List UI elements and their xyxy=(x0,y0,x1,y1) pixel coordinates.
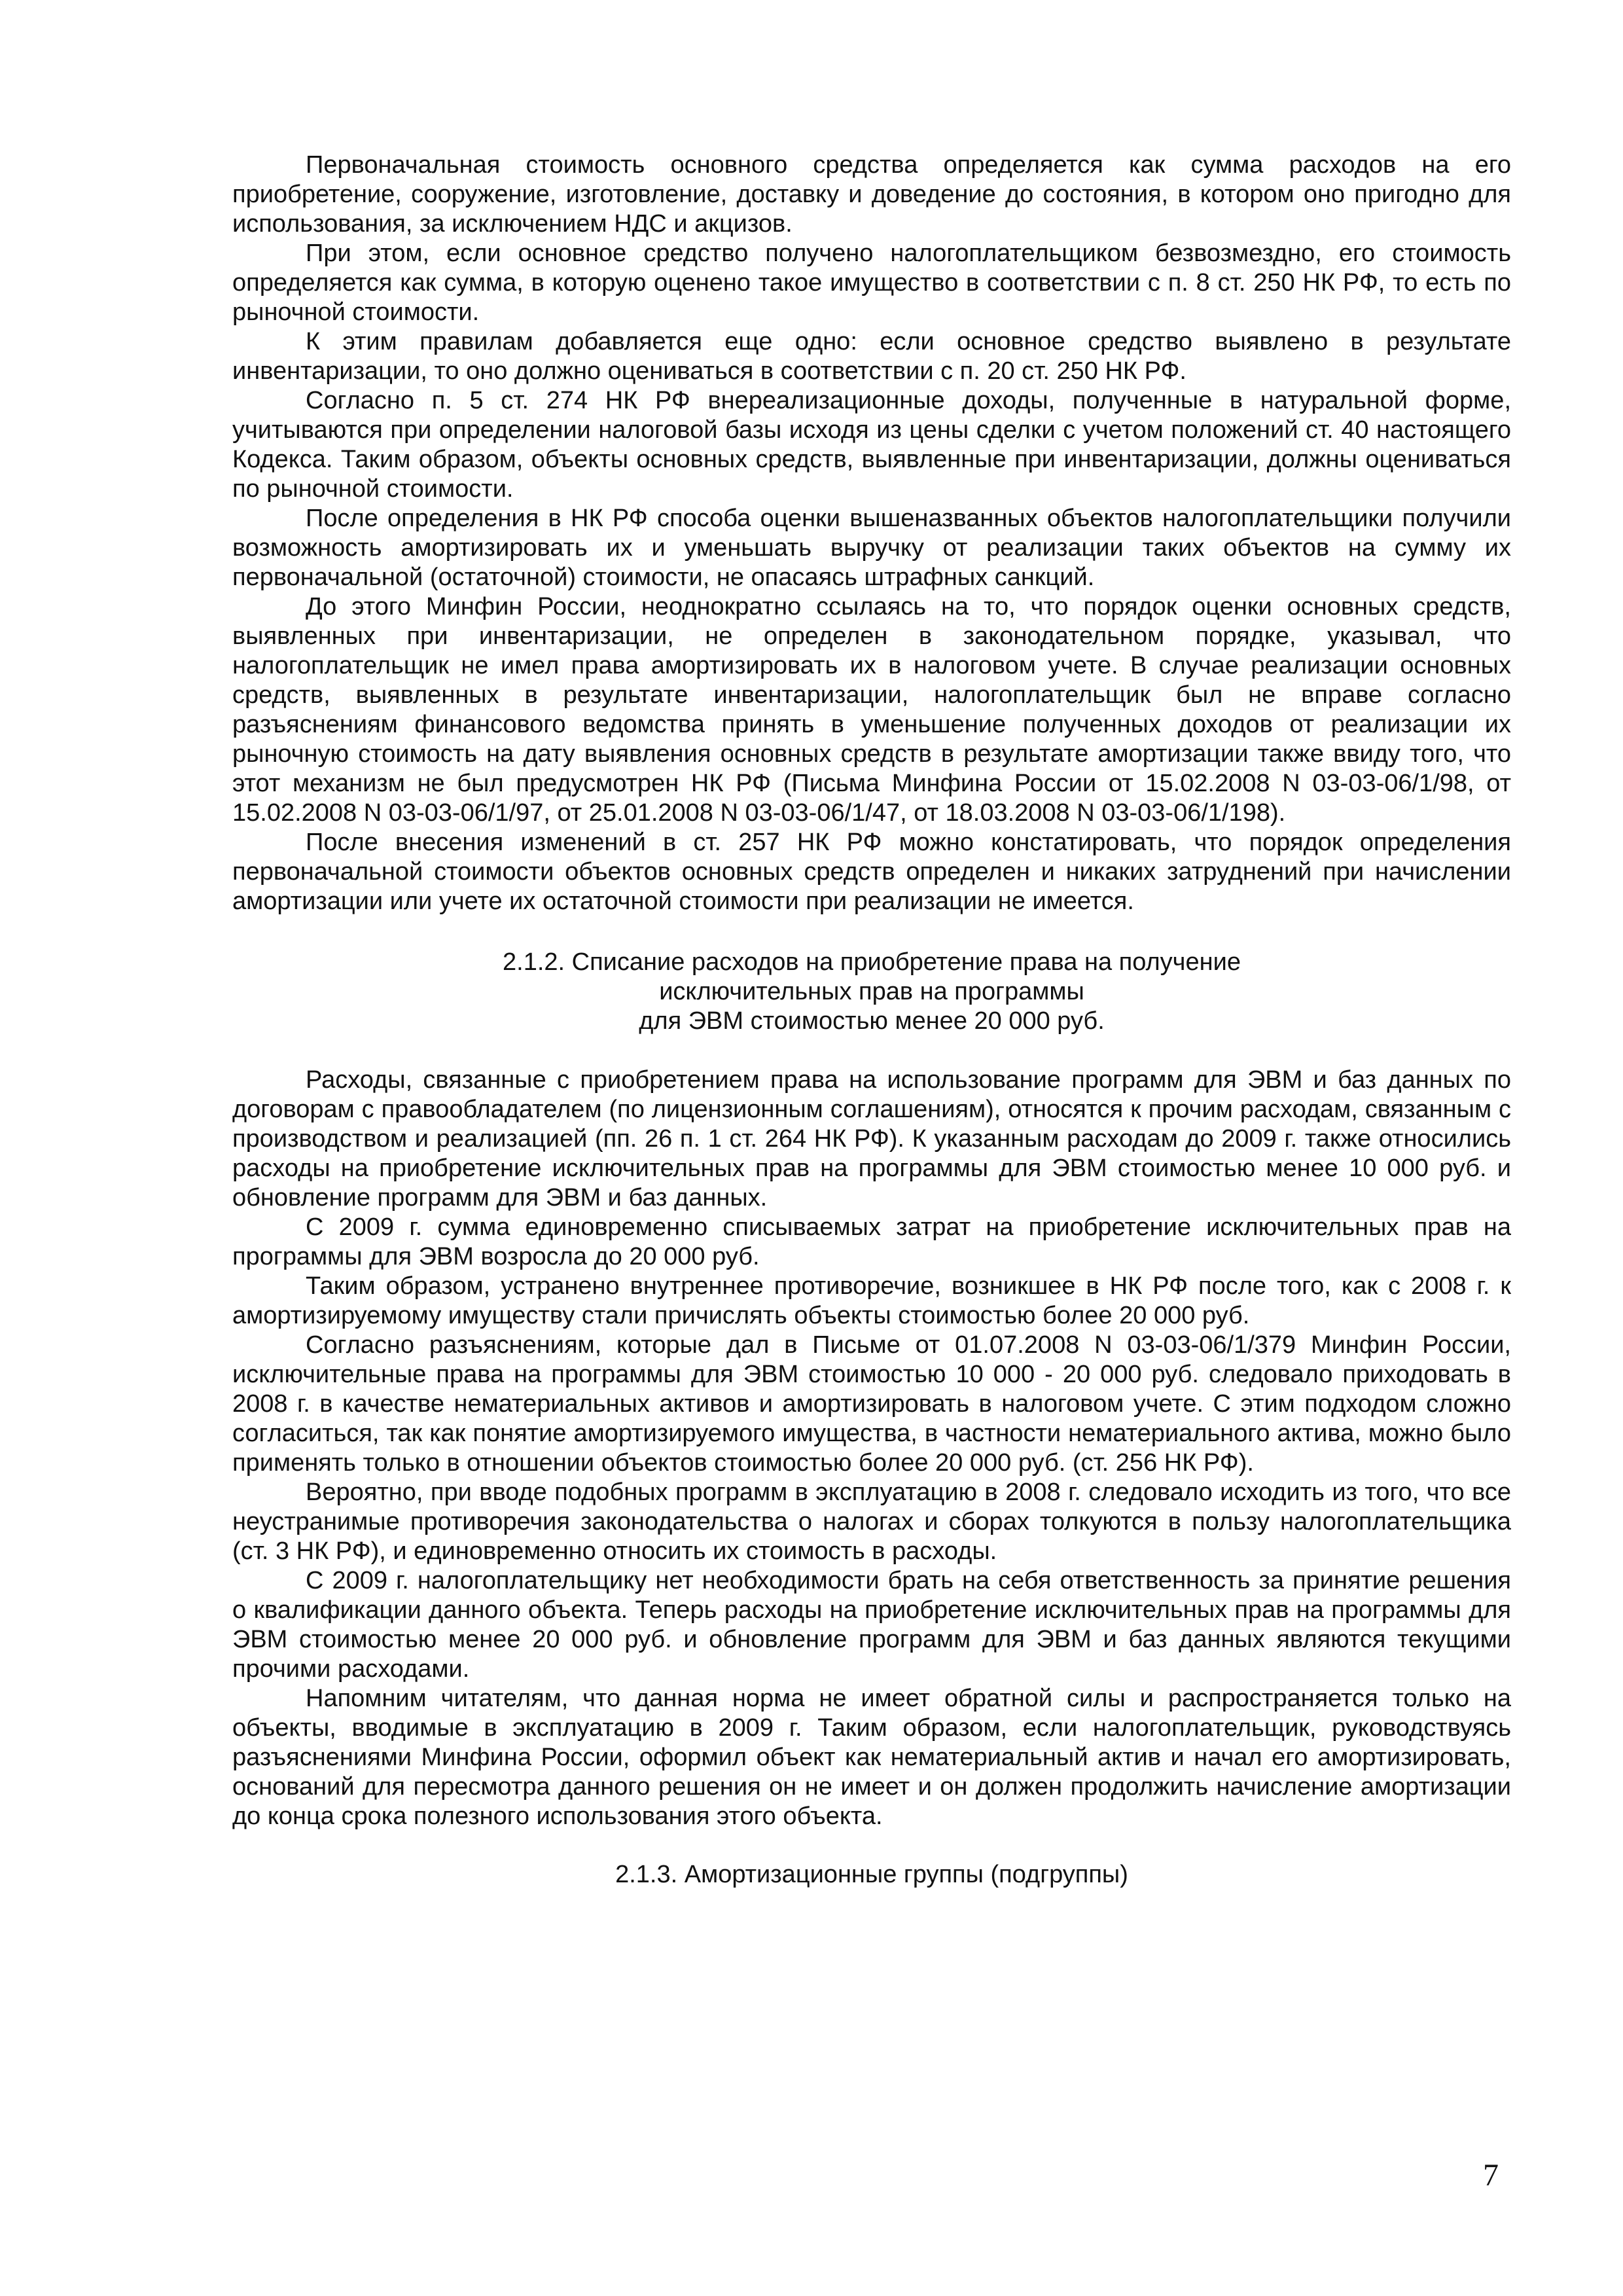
paragraph: Расходы, связанные с приобретением права на использование программ для ЭВМ и баз данных по договорам с правообладателем (по лицензионным соглашениям), относятся к прочим расходам, связанным с производством и реализацией (пп. 26 п. 1 ст. 264 НК РФ). К указанным расходам до 2009 г. также относились расходы на приобретение исключительных прав на программы для ЭВМ стоимостью менее 10 000 руб. и обновление программ для ЭВМ и баз данных. xyxy=(232,1066,1511,1211)
heading-line: для ЭВМ стоимостью менее 20 000 руб. xyxy=(639,1007,1105,1035)
paragraph: С 2009 г. налогоплательщику нет необходимости брать на себя ответственность за принятие решения о квалификации данного объекта. Теперь расходы на приобретение исключительных прав на программы для ЭВМ стоимостью менее 20 000 руб. и обновление программ для ЭВМ и баз данных являются текущими прочими расходами. xyxy=(232,1567,1511,1683)
paragraph: Согласно разъяснениям, которые дал в Письме от 01.07.2008 N 03-03-06/1/379 Минфин России, исключительные права на программы для ЭВМ стоимостью 10 000 - 20 000 руб. следовало приходовать в 2008 г. в качестве нематериальных активов и амортизировать в налоговом учете. С этим подходом сложно согласиться, так как понятие амортизируемого имущества, в частности нематериального актива, можно было применять только в отношении объектов стоимостью более 20 000 руб. (ст. 256 НК РФ). xyxy=(232,1331,1511,1477)
paragraph: При этом, если основное средство получено налогоплательщиком безвозмездно, его стоимость определяется как сумма, в которую оценено такое имущество в соответствии с п. 8 ст. 250 НК РФ, то есть по рыночной стоимости. xyxy=(232,240,1511,326)
section-initial-cost xyxy=(232,151,1511,916)
document-page xyxy=(232,151,1511,1890)
paragraph: Первоначальная стоимость основного средства определяется как сумма расходов на его приобретение, сооружение, изготовление, доставку и доведение до состояния, в котором оно пригодно для использования, за исключением НДС и акцизов. xyxy=(232,151,1511,238)
heading-line: 2.1.2. Списание расходов на приобретение права на получение xyxy=(503,948,1241,976)
paragraph: После внесения изменений в ст. 257 НК РФ можно констатировать, что порядок определения первоначальной стоимости объектов основных средств определен и никаких затруднений при начислении амортизации или учете их остаточной стоимости при реализации не имеется. xyxy=(232,829,1511,915)
paragraph: Вероятно, при вводе подобных программ в эксплуатацию в 2008 г. следовало исходить из того, что все неустранимые противоречия законодательства о налогах и сборах толкуются в пользу налогоплательщика (ст. 3 НК РФ), и единовременно относить их стоимость в расходы. xyxy=(232,1479,1511,1565)
paragraph: С 2009 г. сумма единовременно списываемых затрат на приобретение исключительных прав на программы для ЭВМ возросла до 20 000 руб. xyxy=(232,1213,1511,1270)
page-number: 7 xyxy=(1483,2158,1499,2193)
paragraph: До этого Минфин России, неоднократно ссылаясь на то, что порядок оценки основных средств, выявленных при инвентаризации, не определен в законодательном порядке, указывал, что налогоплательщик не имел права амортизировать их в налоговом учете. В случае реализации основных средств, выявленных в результате инвентаризации, налогоплательщик был не вправе согласно разъяснениям финансового ведомства принять в уменьшение полученных доходов от реализации их рыночную стоимость на дату выявления основных средств в результате амортизации также ввиду того, что этот механизм не был предусмотрен НК РФ (Письма Минфина России от 15.02.2008 N 03-03-06/1/98, от 15.02.2008 N 03-03-06/1/97, от 25.01.2008 N 03-03-06/1/47, от 18.03.2008 N 03-03-06/1/198). xyxy=(232,593,1511,827)
paragraph: После определения в НК РФ способа оценки вышеназванных объектов налогоплательщики получили возможность амортизировать их и уменьшать выручку от реализации таких объектов на сумму их первоначальной (остаточной) стоимости, не опасаясь штрафных санкций. xyxy=(232,505,1511,591)
heading-line: исключительных прав на программы xyxy=(659,978,1084,1005)
paragraph: К этим правилам добавляется еще одно: если основное средство выявлено в результате инвентаризации, то оно должно оцениваться в соответствии с п. 20 ст. 250 НК РФ. xyxy=(232,328,1511,385)
paragraph: Таким образом, устранено внутреннее противоречие, возникшее в НК РФ после того, как с 2008 г. к амортизируемому имуществу стали причислять объекты стоимостью более 20 000 руб. xyxy=(232,1272,1511,1329)
paragraph: Согласно п. 5 ст. 274 НК РФ внереализационные доходы, полученные в натуральной форме, учитываются при определении налоговой базы исходя из цены сделки с учетом положений ст. 40 настоящего Кодекса. Таким образом, объекты основных средств, выявленные при инвентаризации, должны оцениваться по рыночной стоимости. xyxy=(232,387,1511,503)
section-software-expenses xyxy=(232,1066,1511,1831)
section-heading-2-1-2 xyxy=(232,948,1511,1036)
paragraph: Напомним читателям, что данная норма не имеет обратной силы и распространяется только на объекты, вводимые в эксплуатацию в 2009 г. Таким образом, если налогоплательщик, руководствуясь разъяснениями Минфина России, оформил объект как нематериальный актив и начал его амортизировать, оснований для пересмотра данного решения он не имеет и он должен продолжить начисление амортизации до конца срока полезного использования этого объекта. xyxy=(232,1685,1511,1830)
section-heading-2-1-3: 2.1.3. Амортизационные группы (подгруппы) xyxy=(615,1861,1128,1888)
